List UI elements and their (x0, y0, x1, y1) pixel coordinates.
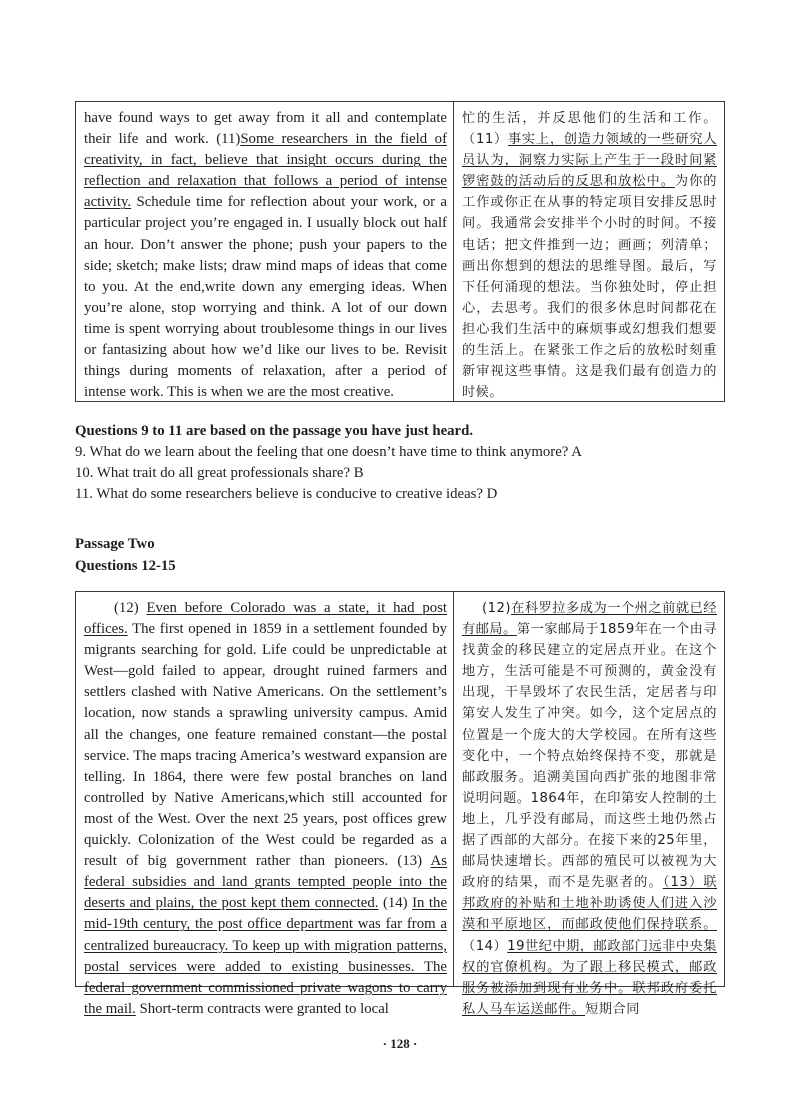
chinese-text: 为你的工作或你正在从事的特定项目安排反思时间。我通常会安排半个小时的时间。不接电话；把文件推到一边；画画；列清单；画出你想到的想法的思维导图。最后，写下任何涌现的想法。当你独处时，停止担心，去思考。我们的很多休息时间都花在担心我们生活中的麻烦事或幻想我们想要的生活上。在紧张工作之后的放松时刻重新审视这些事情。这是我们最有创造力的时候。 (462, 174, 717, 401)
english-text: Schedule time for reflection about your work, or a particular project you’re engaged in. I usually block out half an hour. Don’t answer the phone; push your papers to the side; sketch; make lists; draw mind maps of ideas that come to you. At the end,write down any emerging ideas. When you’re alone, stop worrying and think. A lot of our down time is spent worrying about troublesome things in our lives or fantasizing about how we’d like our lives to be. Revisit things during moments of relaxation, after a period of intense work. This is when we are the most creative. (84, 194, 447, 401)
underlined-key-sentence: As federal subsidies and land grants tempted people into the deserts and plains, the post kept them connected. (84, 853, 447, 912)
underlined-key-sentence: Some researchers in the field of creativity, in fact, believe that insight occurs during the reflection and relaxation that follows a period of intense activity. (84, 131, 447, 211)
passage-two-table (75, 591, 725, 1017)
question-item: 9. What do we learn about the feeling that one doesn’t have time to think anymore? A (75, 444, 582, 460)
chinese-translation-column (454, 102, 724, 401)
paragraph-marker: （14） (462, 938, 508, 954)
english-text: The first opened in 1859 in a settlement founded by migrants searching for gold. Life could be unpredictable at West—gold failed to appear, drought ruined farmers and settlers clashed with Native Americans. On the settlement’s location, now stands a sprawling university campus. Amid all the changes, one feature remained constant—the postal service. The maps tracing America’s westward expansion are telling. In 1864, there were few postal branches on land controlled by Native Americans,which still accounted for most of the West. Over the next 25 years, post offices grew quickly. Colonization of the West could be regarded as a result of big government rather than pioneers. (13) (84, 621, 447, 870)
paragraph-marker: (14) (378, 895, 413, 912)
underlined-key-translation: 事实上，创造力领域的一些研究人员认为，洞察力实际上产生于一段时间紧锣密鼓的活动后的反思和放松中。 (462, 132, 718, 190)
passage-title: Passage Two (75, 536, 155, 552)
english-text-column (76, 102, 454, 401)
underlined-key-translation: （13）联邦政府的补贴和土地补助诱使人们进入沙漠和平原地区，而邮政使他们保持联系。 (462, 875, 718, 933)
chinese-text: 第一家邮局于1859年在一个由寻找黄金的移民建立的定居点开业。在这个地方，生活可能是不可预测的，黄金没有出现，干旱毁坏了农民生活，定居者与印第安人发生了冲突。如今，这个定居点的位置是一个庞大的大学校园。在所有这些变化中，一个特点始终保持不变，那就是邮政服务。追溯美国向西扩张的地图非常说明问题。1864年，在印第安人控制的土地上，几乎没有邮局，而这些土地仍然占据了西部的大部分。在接下来的25年里，邮局快速增长。西部的殖民可以被视为大政府的结果，而不是先驱者的。 (462, 622, 717, 891)
chinese-text: 短期合同 (585, 1001, 640, 1017)
page-number: · 128 · (382, 1036, 418, 1051)
question-item: 11. What do some researchers believe is conducive to creative ideas? D (75, 486, 498, 502)
underlined-key-translation: 19世纪中期，邮政部门远非中央集权的官僚机构。为了跟上移民模式，邮政服务被添加到现有业务中。联邦政府委托私人马车运送邮件。 (462, 938, 717, 1017)
english-text-column (76, 592, 454, 1017)
passage-subtitle: Questions 12-15 (75, 558, 176, 574)
english-text: Short-term contracts were granted to local (135, 1000, 389, 1017)
underlined-key-sentence: In the mid-19th century, the post office department was far from a centralized bureaucracy. To keep up with migration patterns, postal services were added to existing businesses. The federal government commissioned private wagons to carry the mail. (84, 895, 448, 1017)
questions-block (75, 421, 725, 505)
underlined-key-translation: 在科罗拉多成为一个州之前就已经有邮局。 (462, 601, 717, 638)
paragraph-marker: (12) (482, 601, 512, 616)
passage-one-table (75, 101, 725, 402)
english-text: have found ways to get away from it all and contemplate their life and work. (11) (84, 110, 447, 148)
chinese-text: 忙的生活，并反思他们的生活和工作。（11） (462, 111, 717, 148)
questions-heading: Questions 9 to 11 are based on the passage you have just heard. (75, 423, 474, 439)
chinese-translation-column (454, 592, 724, 1017)
underlined-key-sentence: Even before Colorado was a state, it had post offices. (84, 600, 447, 638)
paragraph-marker: (12) (114, 600, 147, 616)
question-item: 10. What trait do all great professionals share? B (75, 465, 364, 481)
